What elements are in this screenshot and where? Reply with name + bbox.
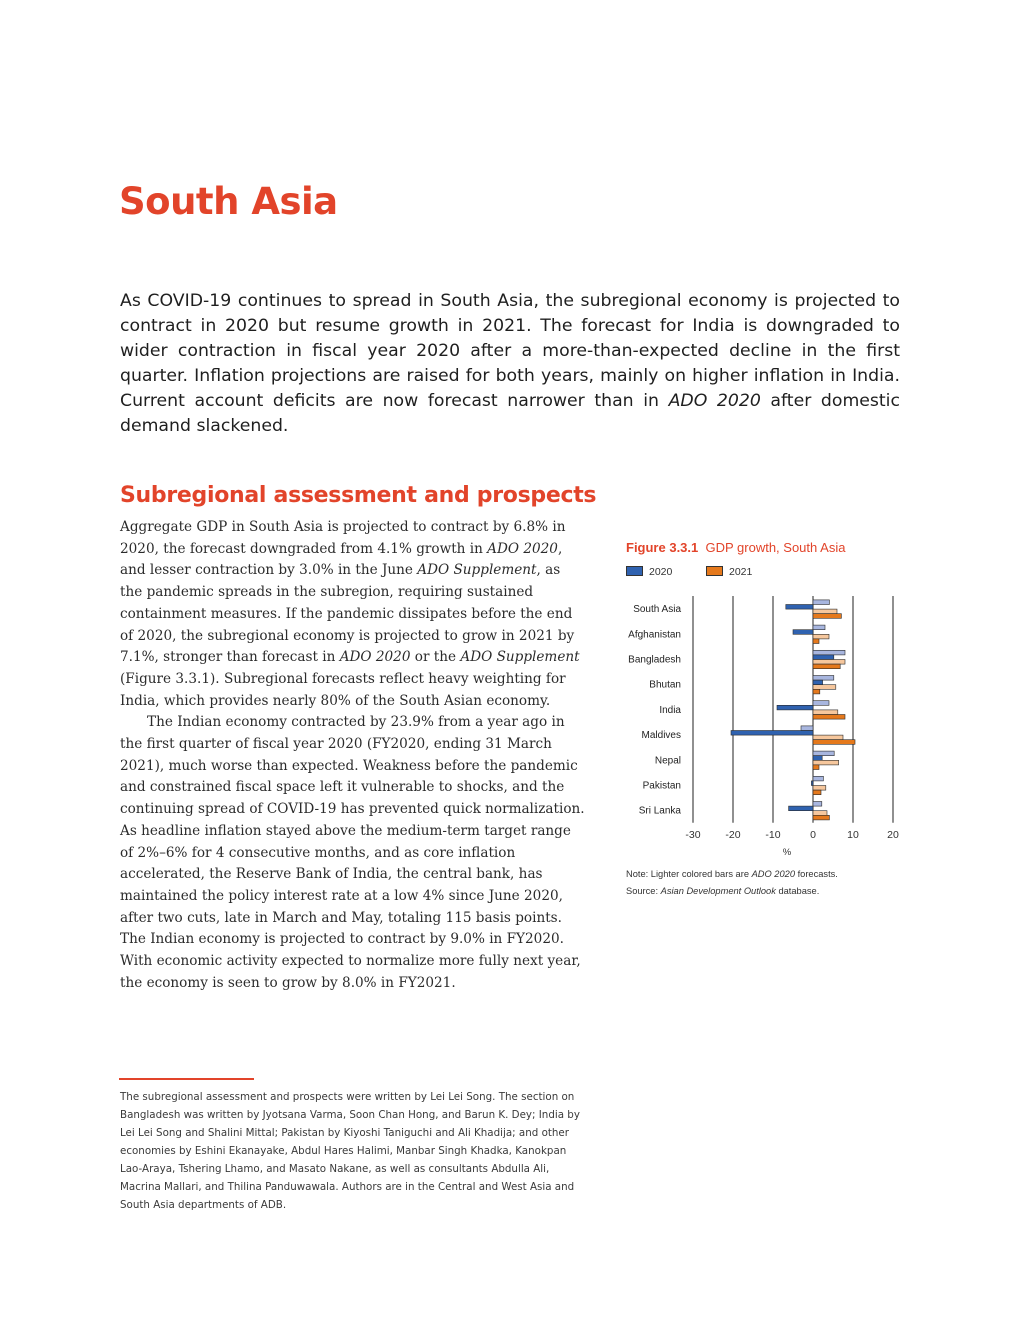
bar-2020 xyxy=(789,806,813,811)
source-ref: Asian Development Outlook xyxy=(660,886,776,896)
figure-number: Figure 3.3.1 xyxy=(626,540,699,555)
bar-2021-ado2020 xyxy=(813,710,838,715)
bar-2021 xyxy=(813,790,821,795)
bar-2021-ado2020 xyxy=(813,685,836,690)
p1-text: or the xyxy=(410,649,461,666)
p1-text: , and lesser contraction by 3.0% in the June xyxy=(120,540,563,579)
category-label: Maldives xyxy=(641,730,681,742)
paragraph-1 xyxy=(120,517,586,712)
footnote-rule xyxy=(119,1078,254,1080)
x-tick-label: 20 xyxy=(887,828,899,841)
p1-ref: ADO Supplement xyxy=(460,649,580,666)
footnote: The subregional assessment and prospects were written by Lei Lei Song. The section on Bangladesh was written by Jyotsana Varma, Soon Chan Hong, and Barun K. Dey; India by Lei Lei Song and Shalini Mittal; Pakistan by Kiyoshi Taniguchi and Ali Khadija; and other economies by Eshini Ekanayake, Abdul Hares Halimi, Manbar Singh Khadka, Kanokpan Lao-Araya, Tshering Lhamo, and Masato Nakane, as well as consultants Abdulla Ali, Macrina Mallari, and Thilina Panduwawala. Authors are in the Central and West Asia and South Asia departments of ADB. xyxy=(120,1091,580,1211)
bar-2020 xyxy=(813,756,822,761)
intro-text-2: after domestic demand slackened. xyxy=(120,391,900,436)
bar-2021 xyxy=(813,614,841,619)
p1-ref: ADO Supplement xyxy=(417,562,537,579)
legend-swatch-2021 xyxy=(706,566,723,576)
p1-ref: ADO 2020 xyxy=(339,649,411,666)
category-label: Bangladesh xyxy=(628,654,681,666)
p1-text: (Figure 3.3.1). Subregional forecasts reflect heavy weighting for India, which provides nearly 80% of the South Asian economy. xyxy=(120,670,566,709)
bar-2020-ado2020 xyxy=(813,802,822,807)
x-tick-label: -20 xyxy=(725,828,741,841)
bar-2021-ado2020 xyxy=(813,634,829,639)
bar-2021-ado2020 xyxy=(813,760,839,765)
gdp-growth-chart xyxy=(620,590,920,865)
paragraph-2: The Indian economy contracted by 23.9% from a year ago in the first quarter of fiscal year 2020 (FY2020, ending 31 March 2021), much worse than expected. Weakness before the pandemic and constrained fiscal space left it vulnerable to shocks, and the continuing spread of COVID-19 has prevented quick normalization. As headline inflation stayed above the medium-term target range of 2%–6% for 4 consecutive months, and as core inflation accelerated, the Reserve Bank of India, the central bank, has maintained the policy interest rate at a low 4% since June 2020, after two cuts, late in March and May, totaling 115 basis points. The Indian economy is projected to contract by 9.0% in FY2020. With economic activity expected to normalize more fully next year, the economy is seen to grow by 8.0% in FY2021. xyxy=(120,714,585,991)
intro-text-1: As COVID-19 continues to spread in South Asia, the subregional economy is projected to contract in 2020 but resume growth in 2021. The forecast for India is downgraded to wider contraction in fiscal year 2020 after a more-than-expected decline in the first quarter. Inflation projections are raised for both years, mainly on higher inflation in India. Current account deficits are now forecast narrower than in xyxy=(120,291,900,411)
x-tick-label: -30 xyxy=(685,828,701,841)
category-label: Pakistan xyxy=(642,780,681,792)
x-axis-label: % xyxy=(782,846,792,858)
legend-item-2020 xyxy=(626,566,672,578)
bar-2021-ado2020 xyxy=(813,811,827,816)
bar-2020 xyxy=(786,605,813,610)
legend-item-2021 xyxy=(706,566,752,578)
category-label: India xyxy=(659,704,681,716)
source-text: database. xyxy=(775,886,820,896)
bar-2020 xyxy=(731,731,813,736)
page-title: South Asia xyxy=(119,180,338,223)
figure-title: GDP growth, South Asia xyxy=(705,540,846,555)
category-label: Nepal xyxy=(654,755,681,767)
bar-2020-ado2020 xyxy=(813,600,829,605)
bar-2021 xyxy=(813,765,819,770)
bar-2020-ado2020 xyxy=(801,726,813,731)
source-line xyxy=(626,883,926,900)
note-line xyxy=(626,866,926,883)
bar-2021 xyxy=(813,664,840,669)
bar-2020 xyxy=(793,630,813,635)
category-label: South Asia xyxy=(633,604,681,616)
bar-2021 xyxy=(813,689,820,694)
bar-2021 xyxy=(813,815,829,820)
bar-2021 xyxy=(813,715,845,720)
x-tick-label: 0 xyxy=(810,828,816,841)
bar-2020 xyxy=(813,680,823,685)
figure-note xyxy=(626,866,926,900)
bar-2020-ado2020 xyxy=(813,701,829,706)
x-tick-label: -10 xyxy=(765,828,781,841)
bar-2020-ado2020 xyxy=(813,776,823,781)
bar-2020 xyxy=(813,655,834,660)
intro-ado-ref: ADO 2020 xyxy=(668,391,761,411)
figure-caption xyxy=(626,540,845,555)
bar-2021-ado2020 xyxy=(813,660,845,665)
p1-text: Aggregate GDP in South Asia is projected to contract by 6.8% in 2020, the forecast downgraded from 4.1% growth in xyxy=(120,519,566,557)
category-label: Bhutan xyxy=(649,679,681,691)
source-text: Source: xyxy=(626,886,661,896)
legend-swatch-2020 xyxy=(626,566,643,576)
bar-2020 xyxy=(777,705,813,710)
legend-label-2021: 2021 xyxy=(729,566,753,578)
bar-2020-ado2020 xyxy=(813,676,834,681)
bar-2020-ado2020 xyxy=(813,650,845,655)
category-label: Sri Lanka xyxy=(638,805,681,817)
category-label: Afghanistan xyxy=(628,629,681,641)
legend-label-2020: 2020 xyxy=(649,566,673,578)
bar-2021 xyxy=(813,639,819,644)
bar-2020-ado2020 xyxy=(813,625,825,630)
bar-2020-ado2020 xyxy=(813,751,834,756)
p1-text: , as the pandemic spreads in the subregion, requiring sustained containment measures. If the pandemic dissipates before the end of 2020, the subregional economy is projected to grow in 2021 by 7.1%, stronger than forecast in xyxy=(120,562,575,666)
bar-2021-ado2020 xyxy=(813,786,826,791)
note-text: forecasts. xyxy=(795,869,838,879)
x-tick-label: 10 xyxy=(847,828,859,841)
body-text xyxy=(120,517,586,994)
p1-ref: ADO 2020 xyxy=(487,540,558,557)
bar-2021-ado2020 xyxy=(813,609,837,614)
note-text: Note: Lighter colored bars are xyxy=(626,869,752,879)
section-title: Subregional assessment and prospects xyxy=(120,483,597,508)
intro-paragraph xyxy=(120,289,900,439)
bar-2021 xyxy=(813,740,855,745)
note-ref: ADO 2020 xyxy=(751,869,795,879)
bar-2020 xyxy=(811,781,813,786)
bar-2021-ado2020 xyxy=(813,735,843,740)
